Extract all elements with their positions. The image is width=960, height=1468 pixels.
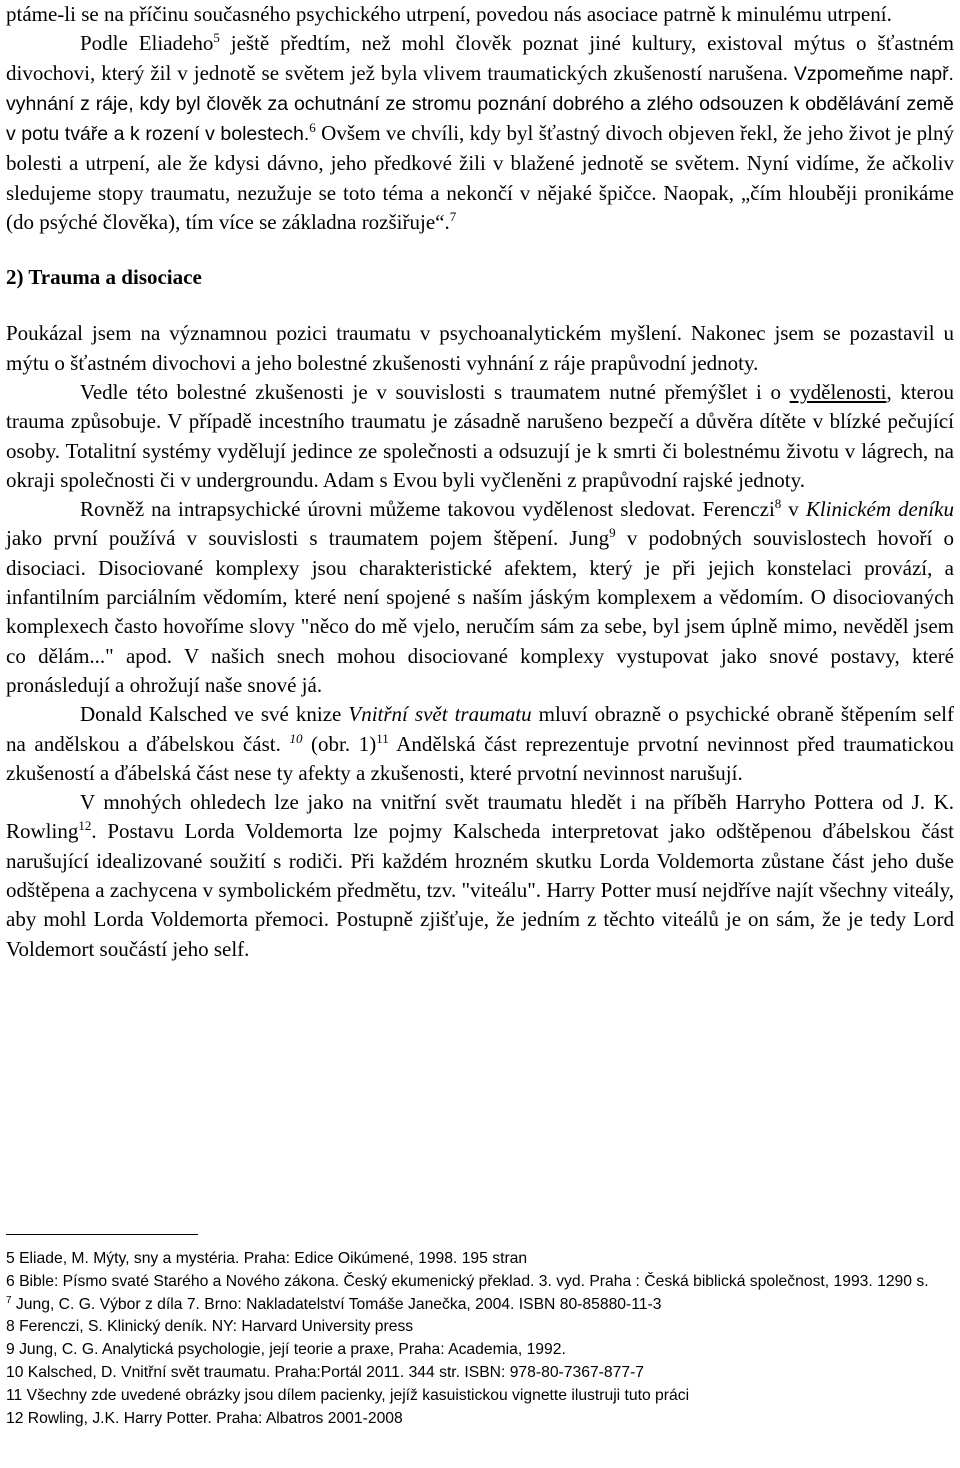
footnote-ref-9[interactable]: 9 [609, 525, 616, 541]
section-heading: 2) Trauma a disociace [6, 265, 202, 290]
footnote-ref-12[interactable]: 12 [78, 818, 92, 834]
paragraph-splitting-text-d: v podobných souvislostech hovoří o disociaci. Disociované komplexy jsou charakteristické afektem, který je při jejich konstelaci provází, a infantilním parciálním vědomím, které není spojené s naším jáským komplexem a vědomím. O disociovaných komplexech často hovoříme slovy "něco do mě vjelo, neručím sám za sebe, byl jsem úplně mimo, nevěděl jsem co dělám..." apod. V našich snech mohou disociované komplexy vystupovat jako snové postavy, které pronásledují a ohrožují naše snové já. [6, 526, 954, 697]
paragraph-harry-potter [6, 788, 954, 964]
footnote-ref-11[interactable]: 11 [376, 730, 389, 746]
footnote-5: 5 Eliade, M. Mýty, sny a mystéria. Praha: Edice Oikúmené, 1998. 195 stran [6, 1250, 528, 1267]
footnote-7-text: Jung, C. G. Výbor z díla 7. Brno: Nakladatelství Tomáše Janečka, 2004. ISBN 80-85880-11-3 [11, 1295, 662, 1313]
paragraph-eliade-text-d: Ovšem ve chvíli, kdy byl šťastný divoch objeven řekl, že jeho život je plný bolesti a utrpení, ale že kdysi dávno, jeho předkové žili v blažené jednotě se světem. Nyní vidíme, že ačkoliv sledujeme stopy traumatu, nezužuje se toto téma a nekončí v nějaké špičce. Naopak, „čím hlouběji pronikáme (do psýché člověka), tím více se základna rozšiřuje“. [6, 121, 954, 235]
footnote-6: 6 Bible: Písmo svaté Starého a Nového zákona. Český ekumenický překlad. 3. vyd. Praha : Česká biblická společnost, 1993. 1290 s. [6, 1272, 929, 1290]
paragraph-eliade-text-c: Vzpomeňme např. vyhnání z ráje, kdy byl člověk za ochutnání ze stromu poznání dobrého a zlého odsouzen k obdělávání země v potu tváře a k rození v bolestech. [6, 62, 954, 146]
book-title-inner-world: Vnitřní svět traumatu [348, 702, 532, 727]
footnote-12: 12 Rowling, J.K. Harry Potter. Praha: Albatros 2001-2008 [6, 1409, 403, 1427]
paragraph-splitting-text-c: jako první používá v souvislosti s traumatem pojem štěpení. Jung [6, 526, 610, 551]
footnote-ref-7[interactable]: 7 [449, 209, 457, 225]
paragraph-kalsched [6, 700, 954, 788]
paragraph-eliade-text-a: Podle Eliadeho [80, 31, 214, 56]
paragraph-separation [6, 378, 954, 495]
footnote-separator [6, 1234, 198, 1235]
document-page [6, 0, 954, 964]
paragraph-splitting-text-a: Rovněž na intrapsychické úrovni můžeme takovou vydělenost sledovat. Ferenczi [80, 497, 775, 522]
footnotes [6, 1248, 954, 1430]
paragraph-kalsched-text-b: mluví obrazně o psychické obraně štěpením self na andělskou a ďábelskou část. [6, 702, 954, 756]
paragraph-kalsched-text-c: (obr. 1) [302, 731, 377, 756]
footnote-ref-10[interactable]: 10 [289, 730, 303, 746]
paragraph-intro [6, 0, 954, 29]
paragraph-summary-text: Poukázal jsem na významnou pozici traumatu v psychoanalytickém myšlení. Nakonec jsem se pozastavil u mýtu o šťastném divochovi a jeho bolestné zkušenosti vyhnání z ráje prapůvodní jednoty. [6, 321, 954, 375]
paragraph-separation-text-b: , kterou trauma způsobuje. V případě incestního traumatu je zásadně narušeno bezpečí a důvěra dítěte v blízké pečující osoby. Totalitní systémy vydělují jedince ze společnosti a odsuzují je k smrti či bolestnému životu v lágrech, na okraji společnosti či v undergroundu. Adam s Evou byli vyčleněni z prapůvodní rajské jednoty. [6, 379, 954, 492]
footnote-8: 8 Ferenczi, S. Klinický deník. NY: Harvard University press [6, 1318, 414, 1336]
footnote-7-number: 7 [6, 1294, 12, 1306]
footnote-ref-5[interactable]: 5 [213, 30, 220, 46]
paragraph-splitting [6, 495, 954, 700]
paragraph-separation-text-a: Vedle této bolestné zkušenosti je v souvislosti s traumatem nutné přemýšlet i o [80, 379, 790, 404]
book-title-clinical-diary: Klinickém deníku [805, 497, 954, 522]
paragraph-eliade [6, 29, 954, 237]
paragraph-eliade-text-b: ještě předtím, než mohl člověk poznat jiné kultury, existoval mýtus o šťastném divochovi, který žil v jednotě se světem jež byla vlivem traumatických zkušeností narušena. [6, 31, 954, 85]
paragraph-splitting-text-b: v [781, 497, 806, 522]
paragraph-harry-potter-text-b: . Postavu Lorda Voldemorta lze pojmy Kalscheda interpretovat jako odštěpenou ďábelskou část narušující idealizované soužití s rodiči. Při každém hrozném skutku Lorda Voldemorta zůstane část jeho duše odštěpena a zachycena v symbolickém předmětu, tzv. "viteálu". Harry Potter musí nejdříve najít všechny viteály, aby mohl Lorda Voldemorta přemoci. Postupně zjišťuje, že jedním z těchto viteálů je on sám, že je tedy Lord Voldemort součástí jeho self. [6, 819, 954, 961]
footnote-ref-6[interactable]: 6 [309, 120, 316, 136]
underlined-term: vydělenosti [789, 379, 887, 404]
footnote-9: 9 Jung, C. G. Analytická psychologie, její teorie a praxe, Praha: Academia, 1992. [6, 1341, 566, 1359]
footnote-ref-8[interactable]: 8 [774, 496, 782, 512]
paragraph-harry-potter-text-a: V mnohých ohledech lze jako na vnitřní svět traumatu hledět i na příběh Harryho Pottera od J. K. Rowling [6, 790, 954, 844]
paragraph-kalsched-text-a: Donald Kalsched ve své knize [80, 702, 349, 727]
paragraph-kalsched-text-d: Andělská část reprezentuje prvotní nevinnost před traumatickou zkušeností a ďábelská část nese ty afekty a zkušenosti, které prvotní nevinnost narušují. [6, 731, 954, 785]
paragraph-intro-text: ptáme-li se na příčinu současného psychického utrpení, povedou nás asociace patrně k minulému utrpení. [6, 2, 892, 26]
footnote-11: 11 Všechny zde uvedené obrázky jsou dílem pacienky, jejíž kasuistickou vignette ilustruji tuto práci [6, 1386, 690, 1404]
footnote-10: 10 Kalsched, D. Vnitřní svět traumatu. Praha:Portál 2011. 344 str. ISBN: 978-80-7367-877-7 [6, 1363, 645, 1381]
footnote-7 [6, 1294, 954, 1317]
paragraph-summary [6, 319, 954, 378]
